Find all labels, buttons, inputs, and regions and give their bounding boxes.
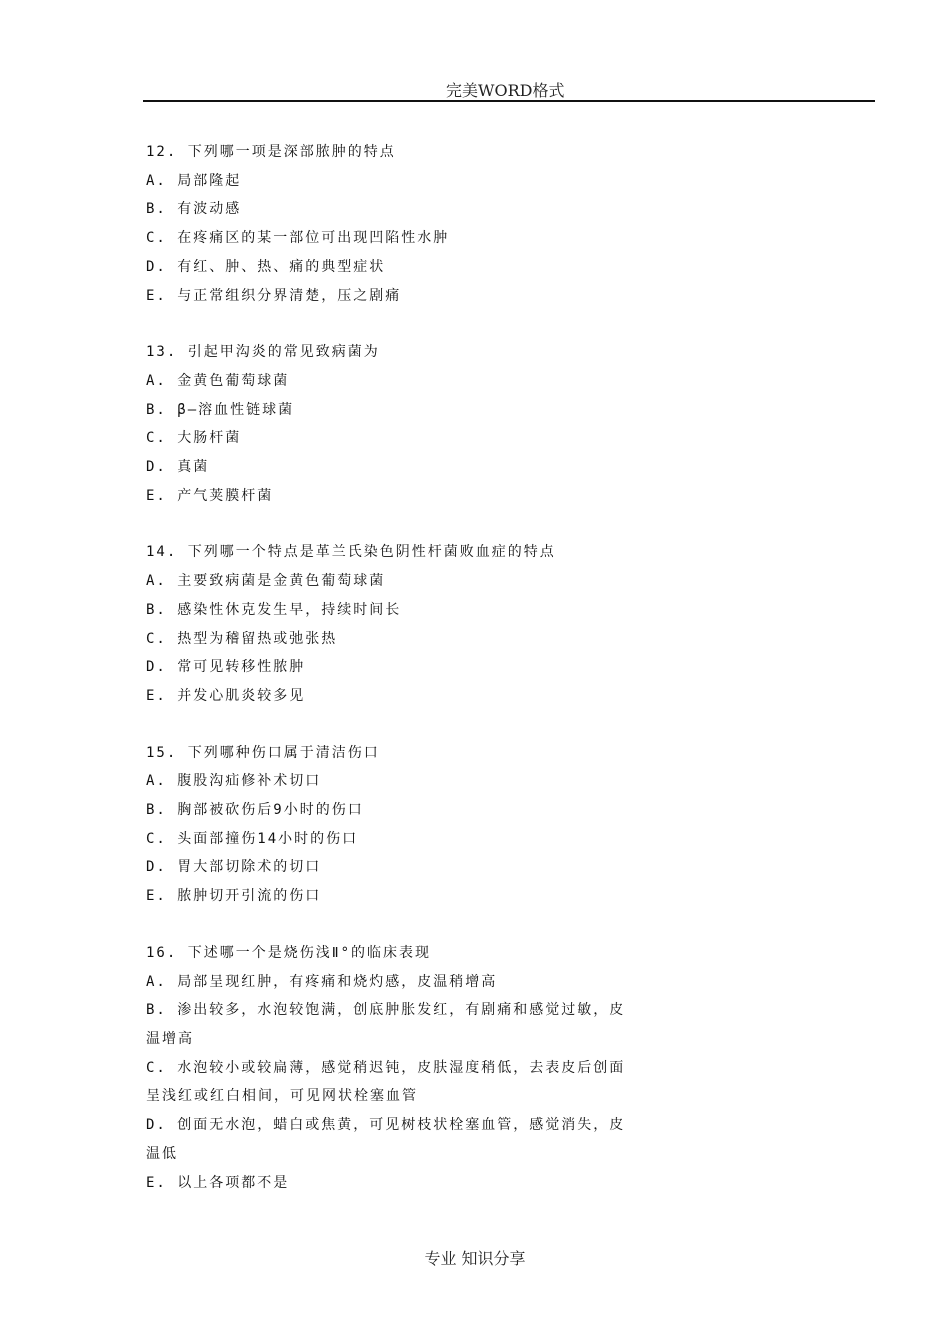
question-14 — [146, 538, 646, 710]
question-stem: 12. 下列哪一项是深部脓肿的特点 — [146, 144, 396, 160]
option-b: B. 有波动感 — [146, 201, 242, 218]
question-16 — [146, 939, 646, 1197]
option-c: C. 头面部撞伤14小时的伤口 — [146, 830, 359, 847]
page-footer: 专业 知识分享 — [424, 1249, 526, 1268]
option-b: B. 感染性休克发生早，持续时间长 — [146, 601, 402, 618]
option-e: E. 产气荚膜杆菌 — [146, 487, 274, 504]
option-c: C. 热型为稽留热或弛张热 — [146, 630, 338, 647]
option-c: C. 在疼痛区的某一部位可出现凹陷性水肿 — [146, 230, 450, 247]
option-a: A. 主要致病菌是金黄色葡萄球菌 — [146, 573, 386, 590]
option-d: D. 胃大部切除术的切口 — [146, 859, 322, 876]
option-e: E. 以上各项都不是 — [146, 1174, 290, 1191]
question-stem: 15. 下列哪种伤口属于清洁伤口 — [146, 744, 380, 761]
option-c: C. 大肠杆菌 — [146, 430, 242, 447]
option-d: D. 常可见转移性脓肿 — [146, 659, 306, 676]
option-e: E. 与正常组织分界清楚，压之剧痛 — [146, 287, 402, 304]
header-title: 完美WORD格式 — [446, 81, 565, 100]
question-stem: 13. 引起甲沟炎的常见致病菌为 — [146, 344, 380, 361]
option-d: D. 真菌 — [146, 459, 210, 476]
option-a: A. 金黄色葡萄球菌 — [146, 372, 290, 389]
option-a: A. 局部呈现红肿，有疼痛和烧灼感，皮温稍增高 — [146, 973, 498, 990]
question-15 — [146, 739, 646, 911]
header-divider — [143, 100, 875, 102]
question-12 — [146, 138, 646, 310]
option-b: B. β—溶血性链球菌 — [146, 401, 295, 418]
question-list — [146, 138, 646, 1225]
option-a: A. 腹股沟疝修补术切口 — [146, 773, 322, 790]
question-stem: 14. 下列哪一个特点是革兰氏染色阴性杆菌败血症的特点 — [146, 544, 556, 561]
option-d: D. 创面无水泡，蜡白或焦黄，可见树枝状栓塞血管，感觉消失，皮温低 — [146, 1117, 626, 1162]
option-c: C. 水泡较小或较扁薄，感觉稍迟钝，皮肤湿度稍低，去表皮后创面呈浅红或红白相间，可见网状栓塞血管 — [146, 1059, 626, 1105]
option-d: D. 有红、肿、热、痛的典型症状 — [146, 258, 386, 275]
option-b: B. 渗出较多，水泡较饱满，创底肿胀发红，有剧痛和感觉过敏，皮温增高 — [146, 1002, 626, 1047]
question-stem: 16. 下述哪一个是烧伤浅Ⅱ°的临床表现 — [146, 944, 432, 961]
option-e: E. 脓肿切开引流的伤口 — [146, 888, 322, 905]
question-13 — [146, 338, 646, 510]
option-b: B. 胸部被砍伤后9小时的伤口 — [146, 802, 364, 819]
option-a: A. 局部隆起 — [146, 172, 242, 189]
option-e: E. 并发心肌炎较多见 — [146, 687, 306, 704]
